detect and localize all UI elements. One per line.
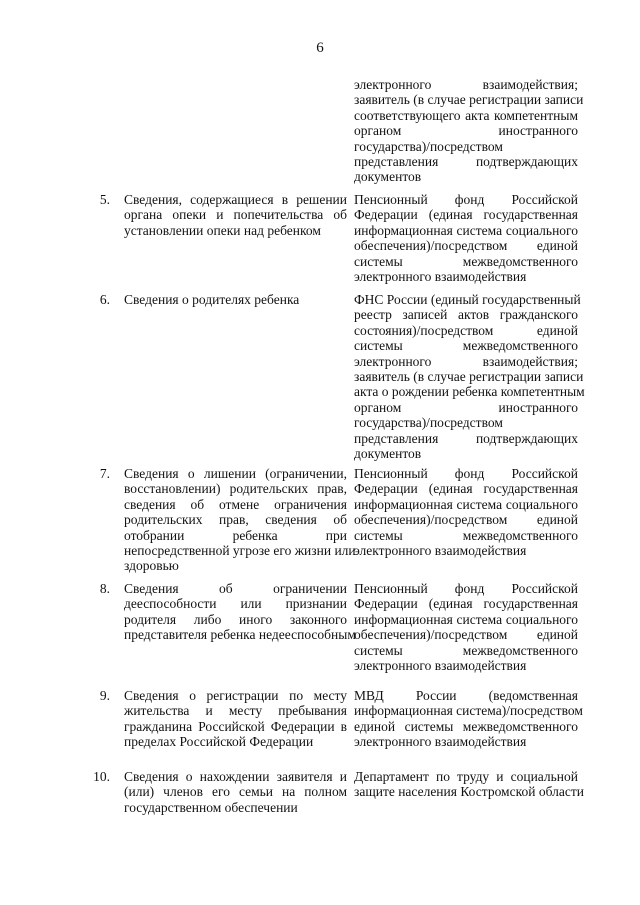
description-line: жительства и месту пребывания — [124, 703, 347, 719]
source-line: состояния)/посредством единой — [354, 322, 578, 338]
description-line: Сведения о лишении (ограничении, — [124, 466, 347, 481]
description-line: Сведения о нахождении заявителя и — [124, 769, 347, 784]
source-line: системы межведомственного — [354, 253, 578, 269]
row-source — [354, 769, 584, 800]
source-line: системы межведомственного — [354, 642, 578, 658]
row-number: 8. — [99, 581, 110, 596]
source-line: обеспечения)/посредством единой — [354, 238, 578, 254]
description-line: государственном обеспечении — [124, 799, 298, 815]
source-line: Департамент по труду и социальной — [354, 769, 578, 784]
row-number: 5. — [99, 192, 110, 207]
source-line: органом иностранного — [354, 399, 578, 415]
description-line: Сведения об ограничении — [124, 581, 347, 596]
row-description — [124, 466, 356, 574]
source-line: Федерации (единая государственная — [354, 596, 578, 612]
source-line: Федерации (единая государственная — [354, 207, 578, 223]
description-line: родителя либо иного законного — [124, 611, 347, 627]
source-line: защите населения Костромской области — [354, 784, 584, 800]
description-line: Сведения о регистрации по месту — [124, 688, 347, 703]
source-line: информационная система социального — [354, 222, 578, 238]
description-line: гражданина Российской Федерации в — [124, 718, 347, 734]
description-line: представителя ребенка недееспособным — [124, 627, 356, 643]
row-description — [124, 292, 347, 307]
description-line: (или) членов его семьи на полном — [124, 784, 347, 800]
description-line: непосредственной угрозе его жизни или — [124, 543, 356, 559]
source-line: документов — [354, 446, 422, 462]
source-line: заявитель (в случае регистрации записи — [354, 92, 584, 108]
source-line: Пенсионный фонд Российской — [354, 466, 578, 481]
row-number: 7. — [99, 466, 110, 481]
continuation-source-text — [354, 77, 584, 185]
source-line: единой системы межведомственного — [354, 718, 578, 734]
source-line: информационная система)/посредством — [354, 703, 583, 719]
source-line: представления подтверждающих — [354, 154, 578, 170]
description-line: дееспособности или признании — [124, 596, 347, 612]
description-line: отобрании ребенка при — [124, 527, 347, 543]
row-number: 6. — [99, 292, 110, 307]
source-line: ФНС России (единый государственный — [354, 292, 581, 307]
row-number: 9. — [99, 688, 110, 703]
row-number: 10. — [93, 769, 110, 784]
source-line: электронного взаимодействия; — [354, 77, 578, 92]
row-source — [354, 292, 585, 462]
row-source — [354, 192, 578, 284]
description-line: Сведения, содержащиеся в решении — [124, 192, 347, 207]
row-source — [354, 466, 578, 558]
source-line: Федерации (единая государственная — [354, 481, 578, 497]
source-line: акта о рождении ребенка компетентным — [354, 384, 585, 400]
source-line: реестр записей актов гражданского — [354, 307, 578, 323]
description-line: Сведения о родителях ребенка — [124, 292, 300, 307]
description-line: родительских прав, сведения об — [124, 512, 347, 528]
source-line: обеспечения)/посредством единой — [354, 627, 578, 643]
source-line: системы межведомственного — [354, 527, 578, 543]
row-source — [354, 688, 583, 750]
row-description — [124, 581, 356, 643]
source-line: государства)/посредством — [354, 415, 503, 431]
source-line: обеспечения)/посредством единой — [354, 512, 578, 528]
source-line: Пенсионный фонд Российской — [354, 192, 578, 207]
source-line: государства)/посредством — [354, 138, 503, 154]
source-line: заявитель (в случае регистрации записи — [354, 369, 584, 385]
row-description — [124, 192, 347, 238]
description-line: органа опеки и попечительства об — [124, 207, 347, 223]
source-line: электронного взаимодействия — [354, 734, 527, 750]
source-line: электронного взаимодействия — [354, 658, 527, 674]
source-line: электронного взаимодействия — [354, 269, 527, 285]
description-line: установлении опеки над ребенком — [124, 222, 321, 238]
row-description — [124, 688, 347, 750]
source-line: Пенсионный фонд Российской — [354, 581, 578, 596]
description-line: пределах Российской Федерации — [124, 734, 314, 750]
row-source — [354, 581, 578, 673]
description-line: здоровью — [124, 558, 179, 574]
source-line: информационная система социального — [354, 496, 578, 512]
source-line: электронного взаимодействия — [354, 543, 527, 559]
source-line: органом иностранного — [354, 123, 578, 139]
source-line: системы межведомственного — [354, 338, 578, 354]
source-line: электронного взаимодействия; — [354, 353, 578, 369]
row-description — [124, 769, 347, 815]
source-line: представления подтверждающих — [354, 430, 578, 446]
source-line: соответствующего акта компетентным — [354, 107, 578, 123]
page-number: 6 — [316, 40, 324, 56]
source-line: информационная система социального — [354, 611, 578, 627]
source-line: документов — [354, 169, 422, 185]
description-line: восстановлении) родительских прав, — [124, 481, 347, 497]
description-line: сведения об отмене ограничения — [124, 496, 347, 512]
source-line: МВД России (ведомственная — [354, 688, 578, 703]
